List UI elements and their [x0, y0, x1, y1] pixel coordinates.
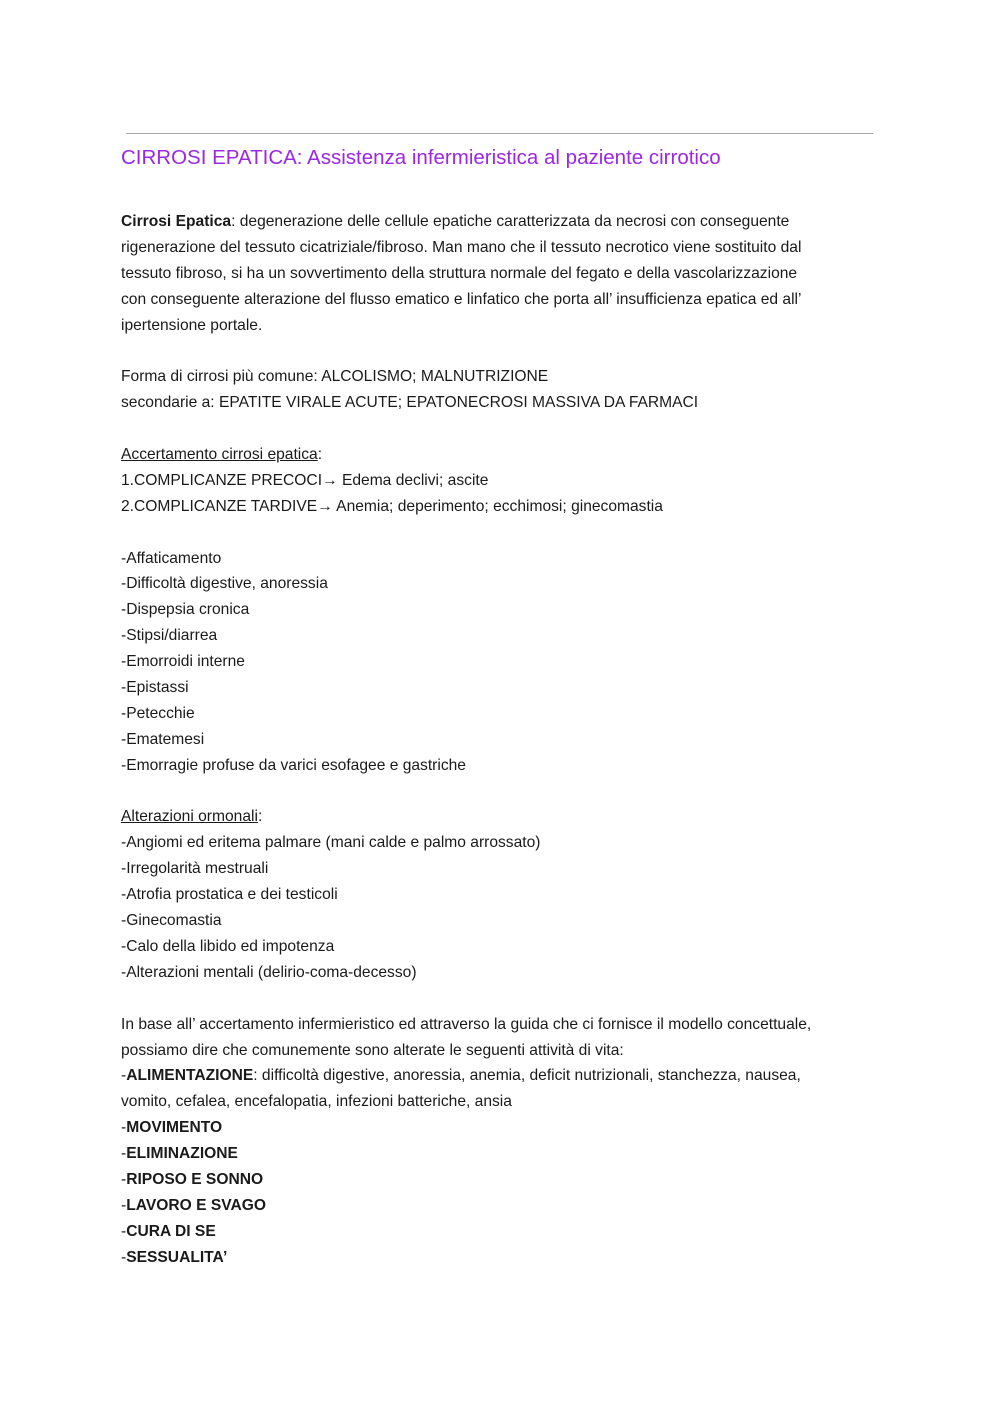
- common-forms: Forma di cirrosi più comune: ALCOLISMO; MALNUTRIZIONE: [121, 368, 549, 386]
- nursing-intro-line-2: possiamo dire che comunemente sono alterate le seguenti attività di vita:: [121, 1041, 624, 1059]
- document-body: [121, 209, 881, 1271]
- document-title: CIRROSI EPATICA: Assistenza infermieristica al paziente cirrotico: [121, 146, 721, 169]
- list-item: -Ematemesi: [121, 730, 205, 748]
- list-item: -ELIMINAZIONE: [121, 1145, 238, 1163]
- list-item: -Atrofia prostatica e dei testicoli: [121, 886, 338, 904]
- list-item: -Emorragie profuse da varici esofagee e gastriche: [121, 756, 466, 774]
- definition-term: Cirrosi Epatica: [121, 213, 232, 230]
- list-item: -Ginecomastia: [121, 912, 222, 930]
- nursing-intro-line-1: In base all’ accertamento infermieristico ed attraverso la guida che ci fornisce il modello concettuale,: [121, 1015, 812, 1033]
- alimentazione-line-1: -ALIMENTAZIONE: difficoltà digestive, anoressia, anemia, deficit nutrizionali, stanchezza, nausea,: [121, 1067, 801, 1085]
- assessment-heading: Accertamento cirrosi epatica:: [121, 446, 323, 464]
- secondary-forms: secondarie a: EPATITE VIRALE ACUTE; EPATONECROSI MASSIVA DA FARMACI: [121, 394, 699, 412]
- definition-line-5: ipertensione portale.: [121, 316, 263, 334]
- activity-list: [121, 1115, 881, 1270]
- alimentazione-line-2: vomito, cefalea, encefalopatia, infezioni batteriche, ansia: [121, 1093, 512, 1111]
- list-item: -Epistassi: [121, 679, 189, 697]
- definition-line-2: rigenerazione del tessuto cicatriziale/fibroso. Man mano che il tessuto necrotico viene sostituito dal: [121, 238, 802, 256]
- list-item: -Emorroidi interne: [121, 653, 245, 671]
- list-item: -Affaticamento: [121, 549, 222, 567]
- list-item: -Angiomi ed eritema palmare (mani calde e palmo arrossato): [121, 834, 541, 852]
- hormonal-heading: Alterazioni ormonali:: [121, 808, 263, 826]
- early-complications: 1.COMPLICANZE PRECOCI→ Edema declivi; ascite: [121, 471, 489, 489]
- symptom-list: [121, 546, 881, 779]
- definition-line-3: tessuto fibroso, si ha un sovvertimento della struttura normale del fegato e della vascolarizzazione: [121, 264, 798, 282]
- list-item: -SESSUALITA’: [121, 1248, 228, 1266]
- list-item: -Alterazioni mentali (delirio-coma-decesso): [121, 963, 417, 981]
- alimentazione-label: ALIMENTAZIONE: [126, 1067, 254, 1085]
- list-item: -Calo della libido ed impotenza: [121, 937, 335, 955]
- list-item: -LAVORO E SVAGO: [121, 1196, 266, 1214]
- list-item: -RIPOSO E SONNO: [121, 1170, 264, 1188]
- list-item: -CURA DI SE: [121, 1222, 216, 1240]
- list-item: -Irregolarità mestruali: [121, 860, 269, 878]
- hormonal-list: [121, 830, 881, 985]
- definition-line-1: Cirrosi Epatica: degenerazione delle cellule epatiche caratterizzata da necrosi con conseguente: [121, 213, 790, 230]
- late-complications: 2.COMPLICANZE TARDIVE→ Anemia; deperimento; ecchimosi; ginecomastia: [121, 497, 663, 515]
- definition-line-4: con conseguente alterazione del flusso ematico e linfatico che porta all’ insufficienza epatica ed all’: [121, 290, 802, 308]
- list-item: -Difficoltà digestive, anoressia: [121, 575, 328, 593]
- list-item: -Petecchie: [121, 704, 195, 722]
- list-item: -Dispepsia cronica: [121, 601, 250, 619]
- header-divider: [126, 133, 873, 134]
- list-item: -MOVIMENTO: [121, 1119, 223, 1137]
- list-item: -Stipsi/diarrea: [121, 627, 218, 645]
